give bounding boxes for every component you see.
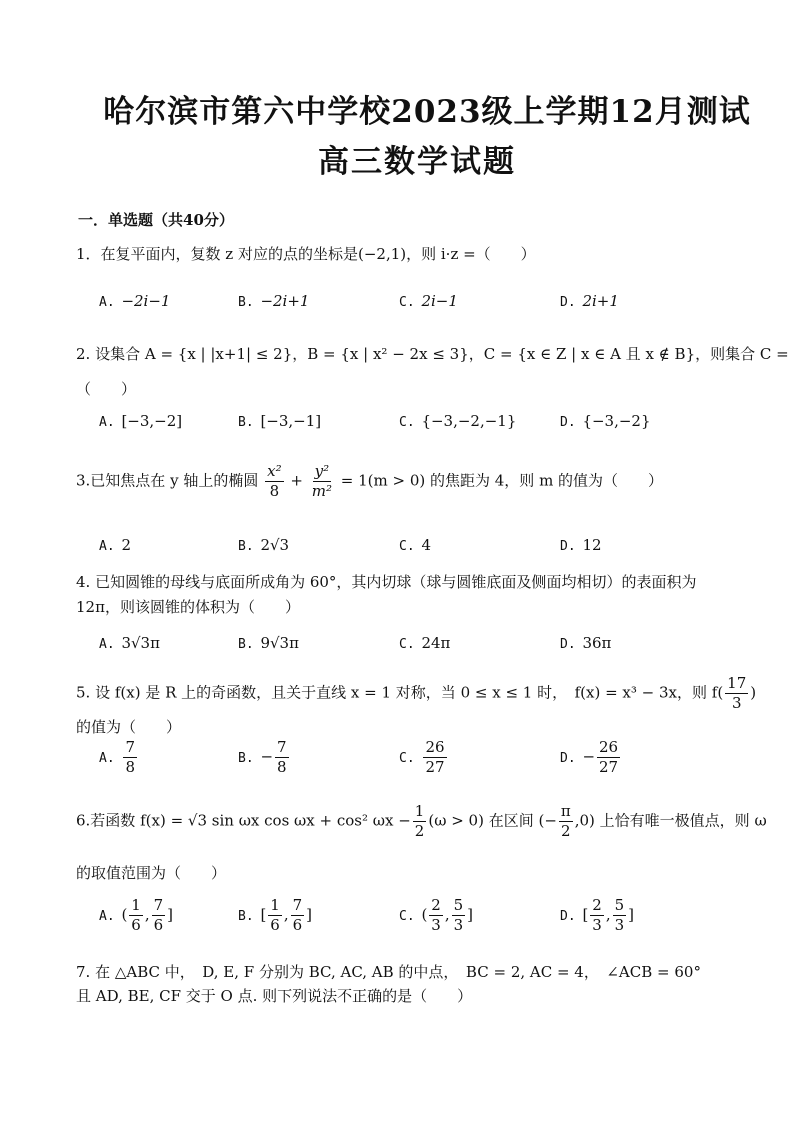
question-5-stem-cont: 的值为（ ） <box>76 718 182 736</box>
question-4-stem-cont: 12π，则该圆锥的体积为（ ） <box>76 598 300 616</box>
q1-option-b: B. −2i+1 <box>238 292 310 310</box>
q4-option-c: C. 24π <box>399 634 451 652</box>
question-2-blank: （ ） <box>76 380 137 398</box>
q3-option-d: D. 12 <box>560 536 602 554</box>
q5-option-c: C. $\frac{26}{27}$ <box>399 738 445 776</box>
fraction: $\frac{7}{6}$ <box>153 896 164 934</box>
section-heading: 一．单选题（共40分） <box>78 211 234 229</box>
q5-option-d: D. − $\frac{26}{27}$ <box>560 738 619 776</box>
q5-option-a: A. $\frac{7}{8}$ <box>99 738 135 776</box>
question-7-stem: 7. 在 △ABC 中， D, E, F 分别为 BC, AC, AB 的中点， BC = 2, AC = 4， ∠ACB = 60° <box>76 963 701 981</box>
q2-option-d: D. {−3,−2} <box>560 412 651 430</box>
q1-option-c: C. 2i−1 <box>399 292 458 310</box>
question-1-stem: 1．在复平面内，复数 z 对应的点的坐标是(−2,1)，则 i·z =（ ） <box>76 245 536 263</box>
fraction: $\frac{1}{6}$ <box>270 896 280 934</box>
fraction: $\frac{26}{27}$ <box>425 738 445 776</box>
q1-option-a: A. −2i−1 <box>99 292 171 310</box>
q3-option-b: B. 2√3 <box>238 536 290 554</box>
fraction: $\frac{\text{x²}}{8}$ <box>267 462 282 500</box>
q2-option-c: C. {−3,−2,−1} <box>399 412 517 430</box>
exam-title: 哈尔滨市第六中学校2023级上学期12月测试 <box>103 94 751 130</box>
exam-subtitle: 高三数学试题 <box>318 144 516 180</box>
q6-option-c: C. ( $\frac{2}{3}$ , $\frac{5}{3}$ ] <box>399 896 474 934</box>
fraction: $\frac{7}{6}$ <box>292 896 303 934</box>
q5-option-b: B. − $\frac{7}{8}$ <box>238 738 287 776</box>
fraction: $\frac{5}{3}$ <box>614 896 625 934</box>
q1-option-d: D. 2i+1 <box>560 292 619 310</box>
question-4-stem: 4. 已知圆锥的母线与底面所成角为 60°，其内切球（球与圆锥底面及侧面均相切）的表面积为 <box>76 573 697 591</box>
question-3-stem: 3.已知焦点在 y 轴上的椭圆 $\frac{\text{x²}}{8}$ + $\frac{\text{y²}}{\text{m²}}$ = 1(m > 0) 的焦距为 4，则 m 的值为（ ） <box>76 462 664 500</box>
fraction: $\frac{1}{2}$ <box>414 802 425 840</box>
q2-option-a: A. [−3,−2] <box>99 412 183 430</box>
q4-option-d: D. 36π <box>560 634 612 652</box>
fraction: $\frac{7}{8}$ <box>277 738 287 776</box>
q6-option-b: B. [ $\frac{1}{6}$ , $\frac{7}{6}$ ] <box>238 896 313 934</box>
question-7-stem-cont: 且 AD, BE, CF 交于 O 点. 则下列说法不正确的是（ ） <box>76 987 473 1005</box>
q3-option-a: A. 2 <box>99 536 131 554</box>
fraction: $\frac{1}{6}$ <box>131 896 141 934</box>
question-5-stem: 5. 设 f(x) 是 R 上的奇函数，且关于直线 x = 1 对称，当 0 ≤ x ≤ 1 时， f(x) = x³ − 3x，则 f( $\frac{17}{3}$ ) <box>76 674 757 712</box>
q2-option-b: B. [−3,−1] <box>238 412 322 430</box>
fraction: $\frac{17}{3}$ <box>727 674 747 712</box>
q4-option-b: B. 9√3π <box>238 634 299 652</box>
fraction: $\frac{7}{8}$ <box>125 738 135 776</box>
fraction: $\frac{5}{3}$ <box>453 896 464 934</box>
fraction: $\frac{\text{y²}}{\text{m²}}$ <box>311 462 332 500</box>
q6-option-d: D. [ $\frac{2}{3}$ , $\frac{5}{3}$ ] <box>560 896 635 934</box>
question-6-stem: 6.若函数 f(x) = √3 sin ωx cos ωx + cos² ωx − $\frac{1}{2}$ (ω > 0) 在区间 (− $\frac{\pi}{2}$ ,0) 上恰有唯一极值点，则 ω <box>76 802 767 840</box>
fraction: $\frac{2}{3}$ <box>592 896 602 934</box>
q4-option-a: A. 3√3π <box>99 634 160 652</box>
fraction: $\frac{26}{27}$ <box>599 738 619 776</box>
q3-option-c: C. 4 <box>399 536 431 554</box>
question-6-stem-cont: 的取值范围为（ ） <box>76 864 227 882</box>
fraction: $\frac{2}{3}$ <box>431 896 441 934</box>
q6-option-a: A. ( $\frac{1}{6}$ , $\frac{7}{6}$ ] <box>99 896 174 934</box>
question-2-stem: 2. 设集合 A = {x | |x+1| ≤ 2}，B = {x | x² − 2x ≤ 3}，C = {x ∈ Z | x ∈ A 且 x ∉ B}，则集合 C = <box>76 345 789 363</box>
fraction: $\frac{\pi}{2}$ <box>560 802 571 840</box>
